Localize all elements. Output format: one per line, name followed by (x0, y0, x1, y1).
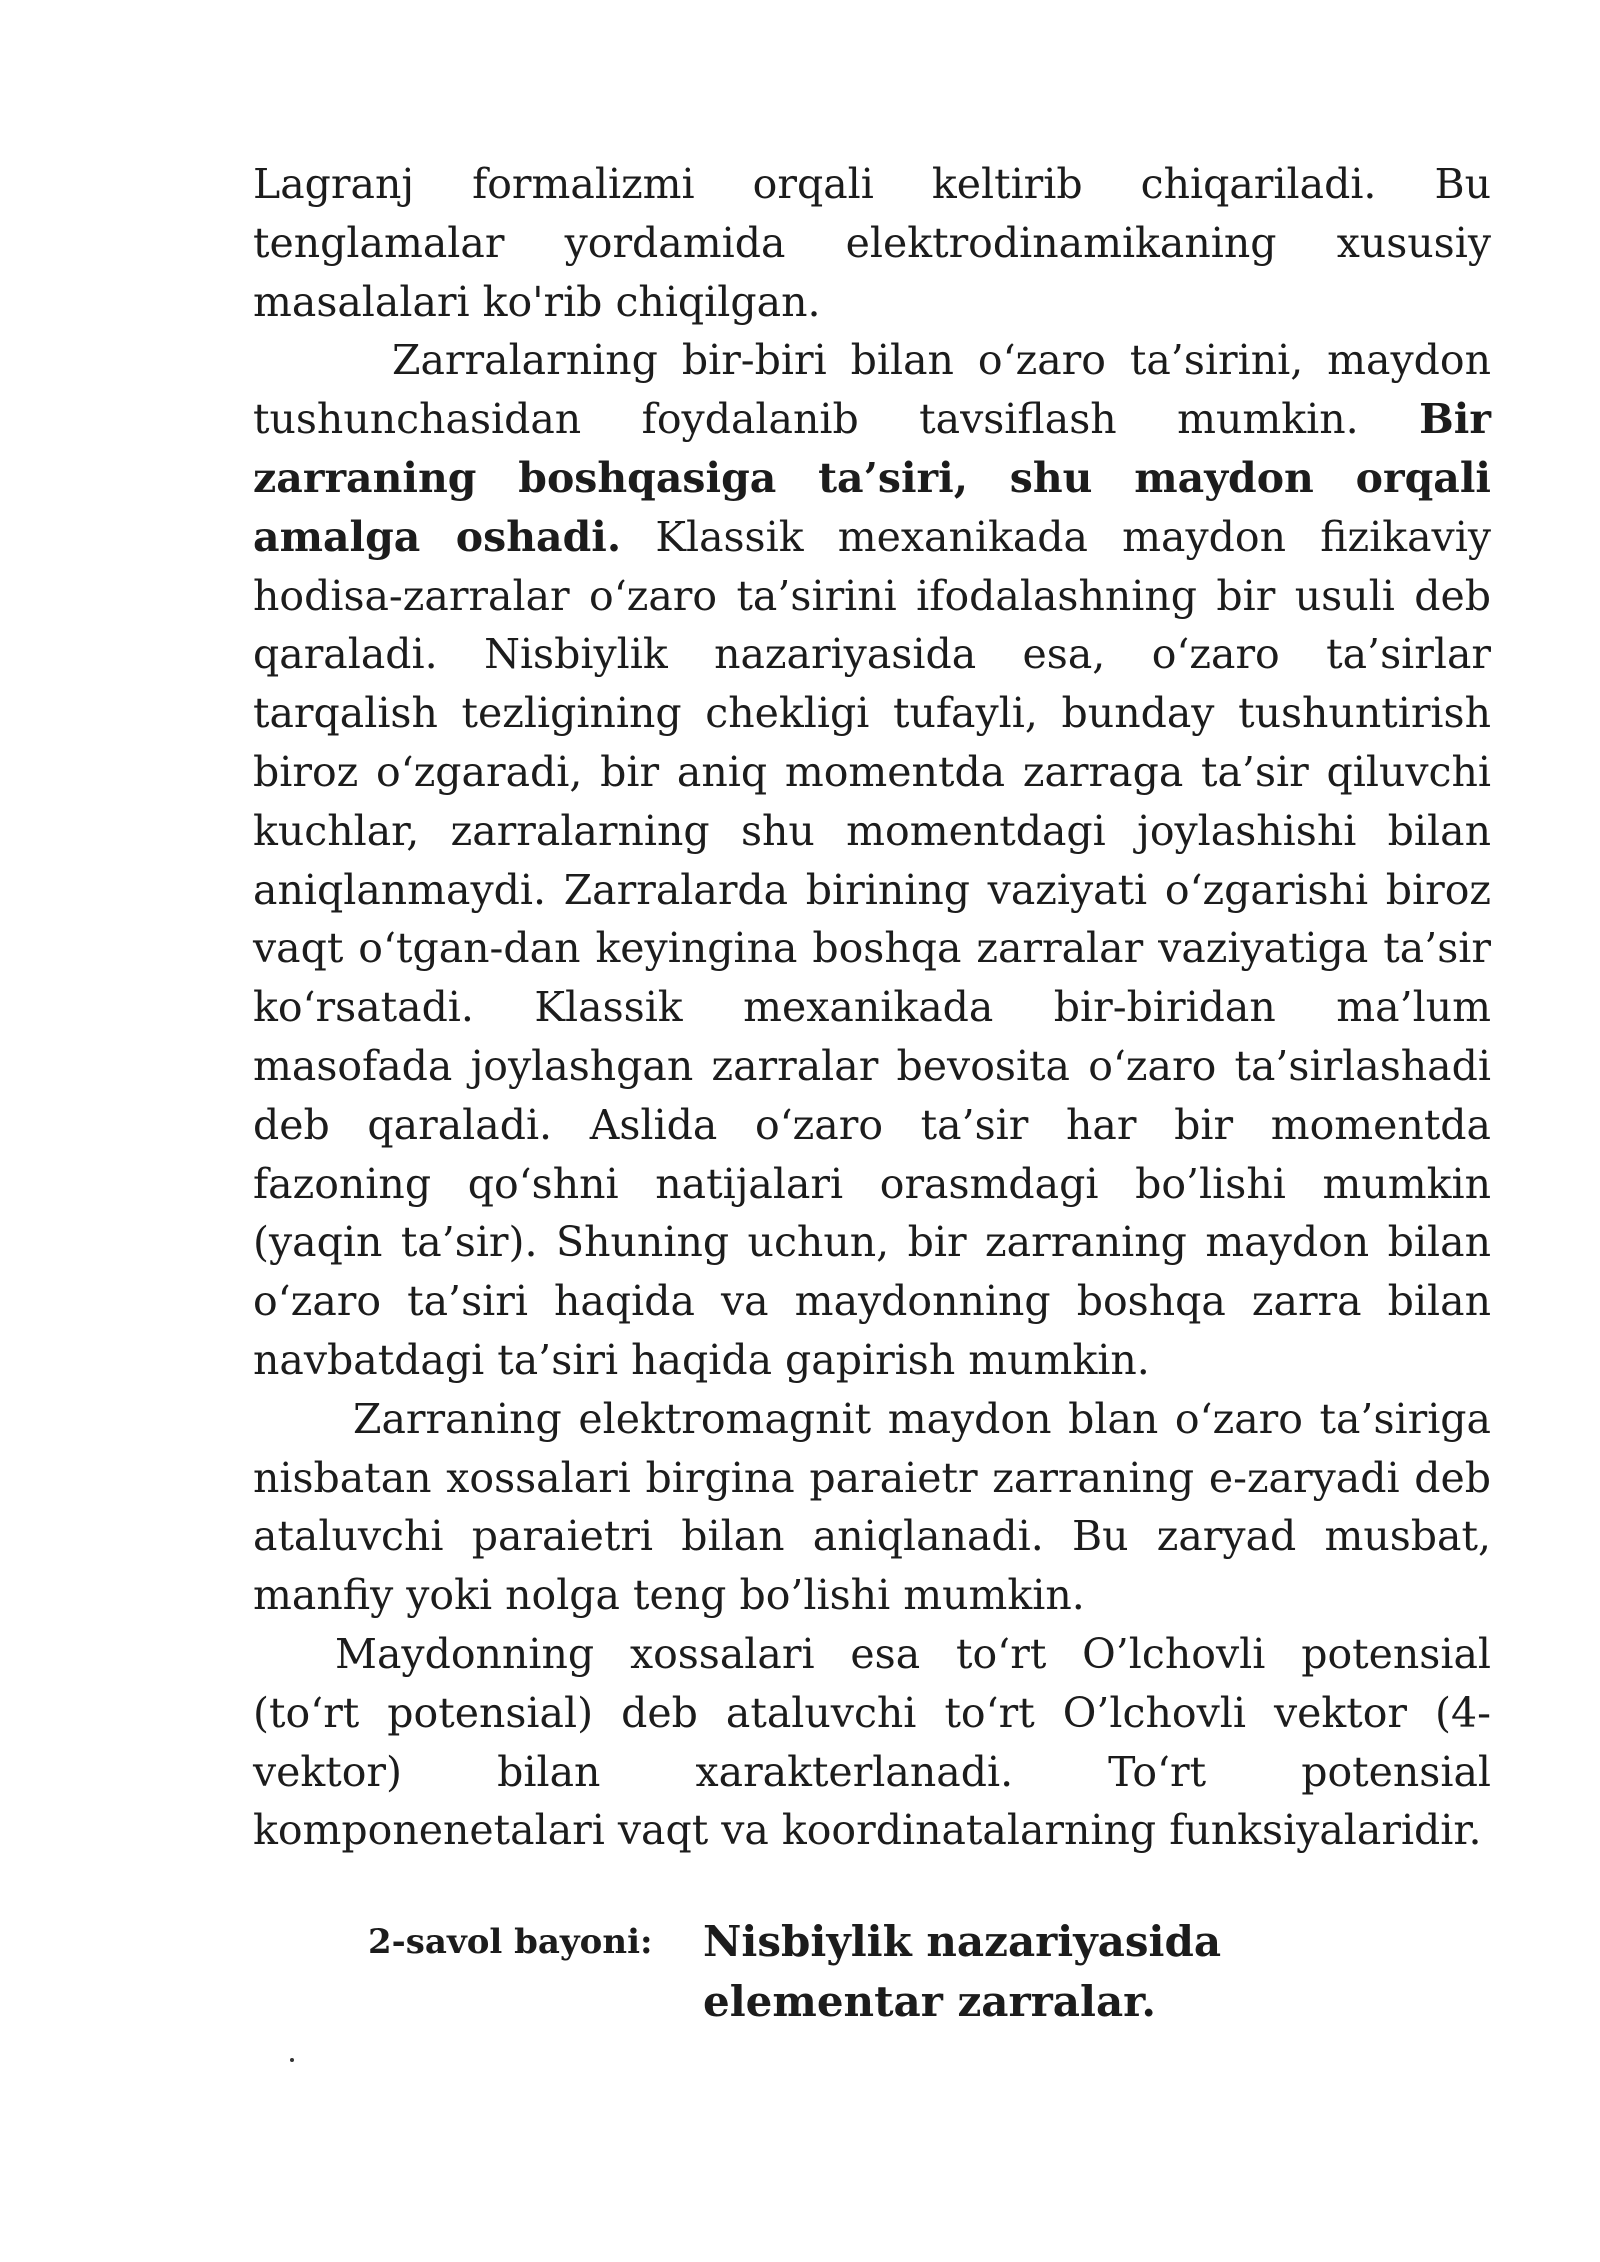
section-title-line-2: elementar zarralar. (703, 1977, 1157, 2026)
stray-dot-mark (290, 2058, 294, 2062)
section-title-line-1: Nisbiylik nazariyasida (703, 1917, 1222, 1966)
paragraph-2 (253, 331, 1491, 1389)
section-number-label: 2-savol bayoni: (368, 1922, 653, 1962)
section-title (703, 1912, 1221, 2032)
body-text (253, 155, 1491, 1860)
paragraph-1: Lagranj formalizmi orqali keltirib chiqariladi. Bu tenglamalar yordamida elektrodinamikaning xususiy masalalari ko'rib chiqilgan. (253, 160, 1491, 326)
paragraph-2-emphasis: Bir zarraning boshqasiga ta’siri, shu maydon orqali amalga oshadi. (253, 395, 1491, 561)
paragraph-3: Zarraning elektromagnit maydon blan o‘zaro ta’siriga nisbatan xossalari birgina paraietr zarraning e-zaryadi deb ataluvchi paraietri bilan aniqlanadi. Bu zaryad musbat, manfiy yoki nolga teng bo’lishi mumkin. (253, 1394, 1491, 1620)
paragraph-2-intro: Zarralarning bir-biri bilan o‘zaro ta’sirini, maydon tushunchasidan foydalanib tavsiflash mumkin. (253, 336, 1491, 444)
section-heading (368, 1912, 1268, 2042)
paragraph-2-body: Klassik mexanikada maydon fizikaviy hodisa-zarralar o‘zaro ta’sirini ifodalashning bir usuli deb qaraladi. Nisbiylik nazariyasida esa, o‘zaro ta’sirlar tarqalish tezligining chekligi tufayli, bunday tushuntirish biroz o‘zgaradi, bir aniq momentda zarraga ta’sir qiluvchi kuchlar, zarralarning shu momentdagi joylashishi bilan aniqlanmaydi. Zarralarda birining vaziyati o‘zgarishi biroz vaqt o‘tgan-dan keyingina boshqa zarralar vaziyatiga ta’sir ko‘rsatadi. Klassik mexanikada bir-biridan ma’lum masofada joylashgan zarralar bevosita o‘zaro ta’sirlashadi deb qaraladi. Aslida o‘zaro ta’sir har bir momentda fazoning qo‘shni natijalari orasmdagi bo’lishi mumkin (yaqin ta’sir). Shuning uchun, bir zarraning maydon bilan o‘zaro ta’siri haqida va maydonning boshqa zarra bilan navbatdagi ta’siri haqida gapirish mumkin. (253, 512, 1492, 1384)
paragraph-4: Maydonning xossalari esa to‘rt O’lchovli potensial (to‘rt potensial) deb ataluvchi to‘rt O’lchovli vektor (4- vektor) bilan xarakterlanadi. To‘rt potensial komponenetalari vaqt va koordinatalarning funksiyalaridir. (253, 1629, 1491, 1855)
